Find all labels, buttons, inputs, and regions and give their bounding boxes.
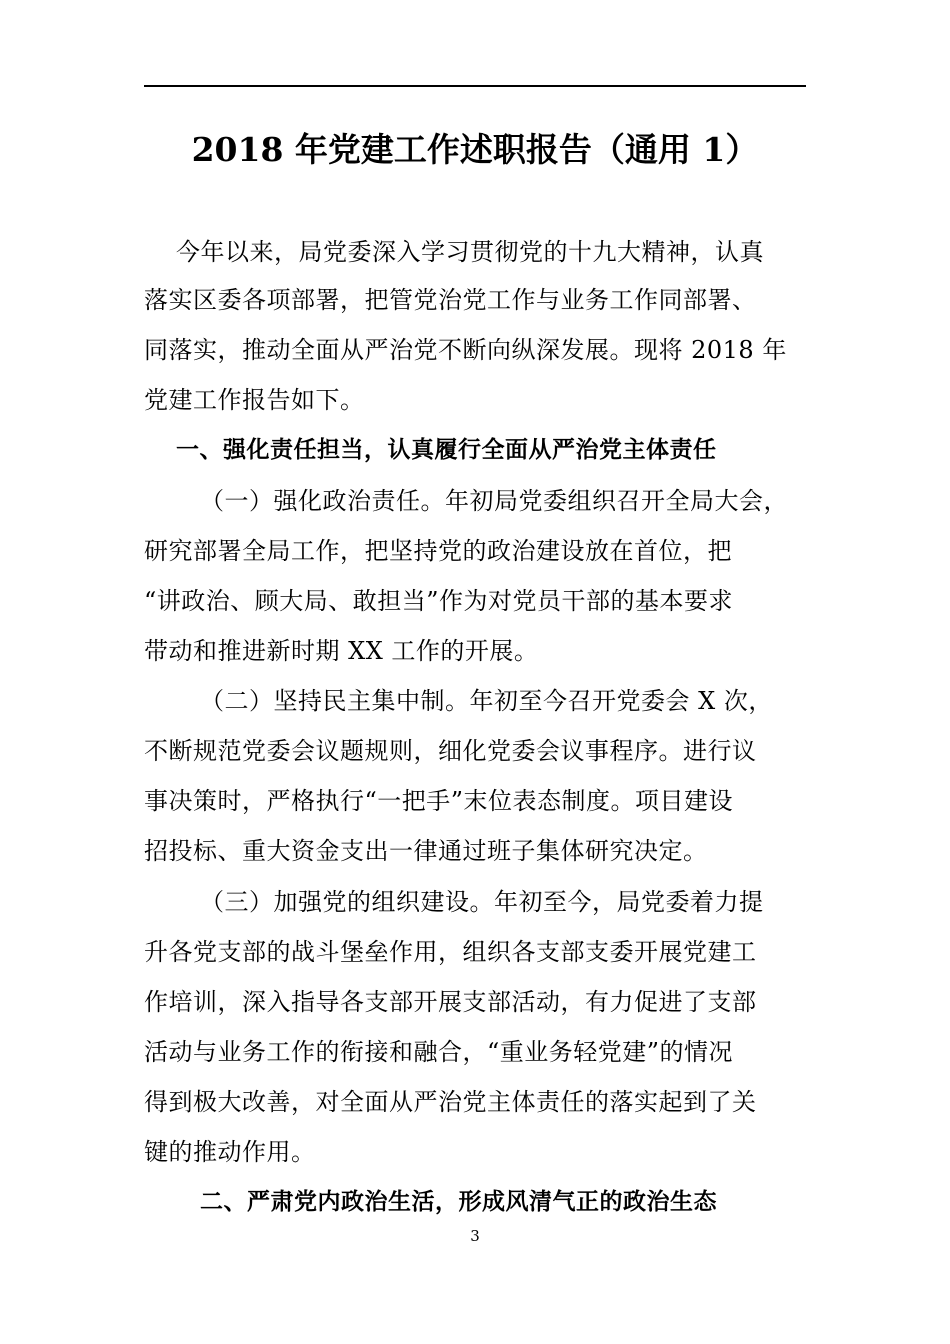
section-heading: 一、强化责任担当，认真履行全面从严治党主体责任 xyxy=(176,437,717,463)
body-line: 升各党支部的战斗堡垒作用，组织各支部支委开展党建工 xyxy=(144,938,757,966)
body-line: 今年以来，局党委深入学习贯彻党的十九大精神，认真 xyxy=(176,238,764,266)
section-heading: 二、严肃党内政治生活，形成风清气正的政治生态 xyxy=(200,1189,717,1215)
body-line: 研究部署全局工作，把坚持党的政治建设放在首位，把 xyxy=(144,537,732,565)
body-line: 作培训，深入指导各支部开展支部活动，有力促进了支部 xyxy=(144,988,757,1016)
body-line: 键的推动作用。 xyxy=(144,1138,316,1166)
page-number: 3 xyxy=(470,1227,480,1245)
body-line: 事决策时，严格执行“一把手”末位表态制度。项目建设 xyxy=(144,787,734,815)
body-line: “讲政治、顾大局、敢担当”作为对党员干部的基本要求 xyxy=(144,587,734,615)
body-line: （二）坚持民主集中制。年初至今召开党委会 X 次， xyxy=(200,687,773,715)
body-line: 落实区委各项部署，把管党治党工作与业务工作同部署、 xyxy=(144,286,757,314)
body-line: 带动和推进新时期 XX 工作的开展。 xyxy=(144,637,539,665)
body-line: 党建工作报告如下。 xyxy=(144,386,365,414)
body-line: 得到极大改善，对全面从严治党主体责任的落实起到了关 xyxy=(144,1088,757,1116)
body-line: 不断规范党委会议题规则，细化党委会议事程序。进行议 xyxy=(144,737,757,765)
body-line: 招投标、重大资金支出一律通过班子集体研究决定。 xyxy=(144,837,708,865)
body-line: （三）加强党的组织建设。年初至今，局党委着力提 xyxy=(200,888,764,916)
body-line: 活动与业务工作的衔接和融合，“重业务轻党建”的情况 xyxy=(144,1038,734,1066)
body-line: 同落实，推动全面从严治党不断向纵深发展。现将 2018 年 xyxy=(144,336,787,364)
header-rule xyxy=(144,85,806,87)
document-title: 2018 年党建工作述职报告（通用 1） xyxy=(191,130,759,169)
body-line: （一）强化政治责任。年初局党委组织召开全局大会， xyxy=(200,487,788,515)
